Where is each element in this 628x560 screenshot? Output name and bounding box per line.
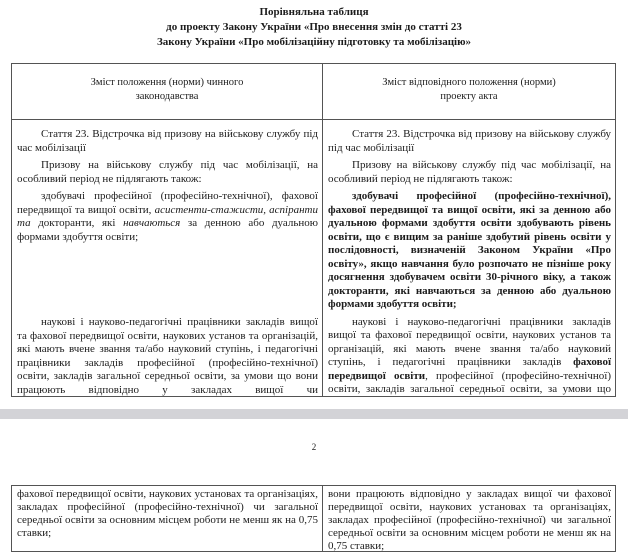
page-break-separator bbox=[0, 409, 628, 419]
scientists-clause-bold: фахової передвищої освіти bbox=[328, 356, 611, 382]
document-title bbox=[0, 5, 628, 50]
draft-act-students-clause: здобувачі професійної (професійно-технічної), фахової передвищої та вищої освіти, які за денною або дуальною формами здобуття освіти здобувають рівень освіти, що є вищим за раніше здобутий рівень освіти у послідовності, визначеній Законом України «Про освіту», якщо навчання було розпочато не пізніше року досягнення здобувачем освіти 30-річного віку, а також докторанти, які навчаються за денною або дуальною формами здобуття освіти; bbox=[328, 190, 611, 310]
students-clause-text-3: за денною або дуальною формами здобуття освіти; bbox=[17, 217, 318, 243]
draft-act-cell bbox=[323, 120, 615, 396]
draft-act-intro: Призову на військову службу під час мобілізації, на особливий період не підлягають також: bbox=[328, 159, 611, 185]
page-number: 2 bbox=[311, 442, 317, 452]
header-label-current-law: Зміст положення (норми) чинного законодавства bbox=[90, 77, 244, 102]
scientists-clause-text-2: , професійної (професійно-технічної) освіти, закладів загальної середньої освіти, за умови що bbox=[328, 369, 611, 395]
title-line-2: до проекту Закону України «Про внесення змін до статті 23 bbox=[166, 21, 462, 33]
title-line-1: Порівняльна таблиця bbox=[259, 6, 369, 18]
current-law-scientists-clause: наукові і науково-педагогічні працівники закладів вищої та фахової передвищої освіти, наукових установ та організацій, які мають вчене звання та/або науковий ступінь, і педагогічні працівники закладів професійної (професійно-технічної) освіти, закладів загальної середньої освіти, за умови що вони працюють відповідно у закладах вищої чи bbox=[17, 316, 318, 396]
table-body-row bbox=[12, 120, 615, 396]
draft-act-continuation-cell bbox=[323, 486, 615, 551]
scientists-clause-text: наукові і науково-педагогічні працівники закладів вищої та фахової передвищої освіти, наукових установ та організацій, які мають вчене звання та/або науковий ступінь, і педагогічні працівники закладів bbox=[328, 315, 611, 368]
students-clause-italic-1: асистенти-стажисти, аспіранти та bbox=[17, 203, 319, 229]
draft-act-scientists-clause bbox=[328, 316, 611, 397]
header-cell-current-law bbox=[12, 64, 323, 119]
current-law-continuation-cell bbox=[12, 486, 323, 551]
title-line-3: Закону України «Про мобілізаційну підготовку та мобілізацію» bbox=[156, 36, 472, 48]
draft-act-continuation-text: вони працюють відповідно у закладах вищої чи фахової передвищої освіти, наукових установах та організаціях, закладах професійної (професійно-технічної) чи загальної середньої освіти за основним місцем роботи не менш як на 0,75 ставки; bbox=[328, 488, 611, 551]
header-label-draft-act: Зміст відповідного положення (норми) проекту акта bbox=[382, 77, 556, 102]
comparison-table-page1 bbox=[11, 63, 616, 397]
current-law-continuation-text: фахової передвищої освіти, наукових установах та організаціях, закладах професійної (професійно-технічної) чи загальної середньої освіти за основним місцем роботи не менш як на 0,75 ставки; bbox=[17, 488, 318, 539]
current-law-cell bbox=[12, 120, 323, 396]
students-clause-text: здобувачі професійної (професійно-технічної), фахової передвищої та вищої освіти, bbox=[17, 190, 318, 216]
table-header-row bbox=[12, 64, 615, 120]
students-clause-text-2: докторанти, які bbox=[30, 217, 124, 229]
current-law-intro: Призову на військову службу під час мобілізації, на особливий період не підлягають також: bbox=[17, 159, 318, 185]
current-law-students-clause bbox=[17, 190, 318, 244]
draft-act-article-title: Стаття 23. Відстрочка від призову на військову службу під час мобілізації bbox=[328, 128, 611, 154]
comparison-table-page2 bbox=[11, 485, 616, 552]
table-continuation-row bbox=[12, 486, 615, 551]
header-cell-draft-act bbox=[323, 64, 615, 119]
students-clause-italic-2: навчаються bbox=[123, 217, 181, 229]
current-law-article-title: Стаття 23. Відстрочка від призову на військову службу під час мобілізації bbox=[17, 128, 318, 154]
